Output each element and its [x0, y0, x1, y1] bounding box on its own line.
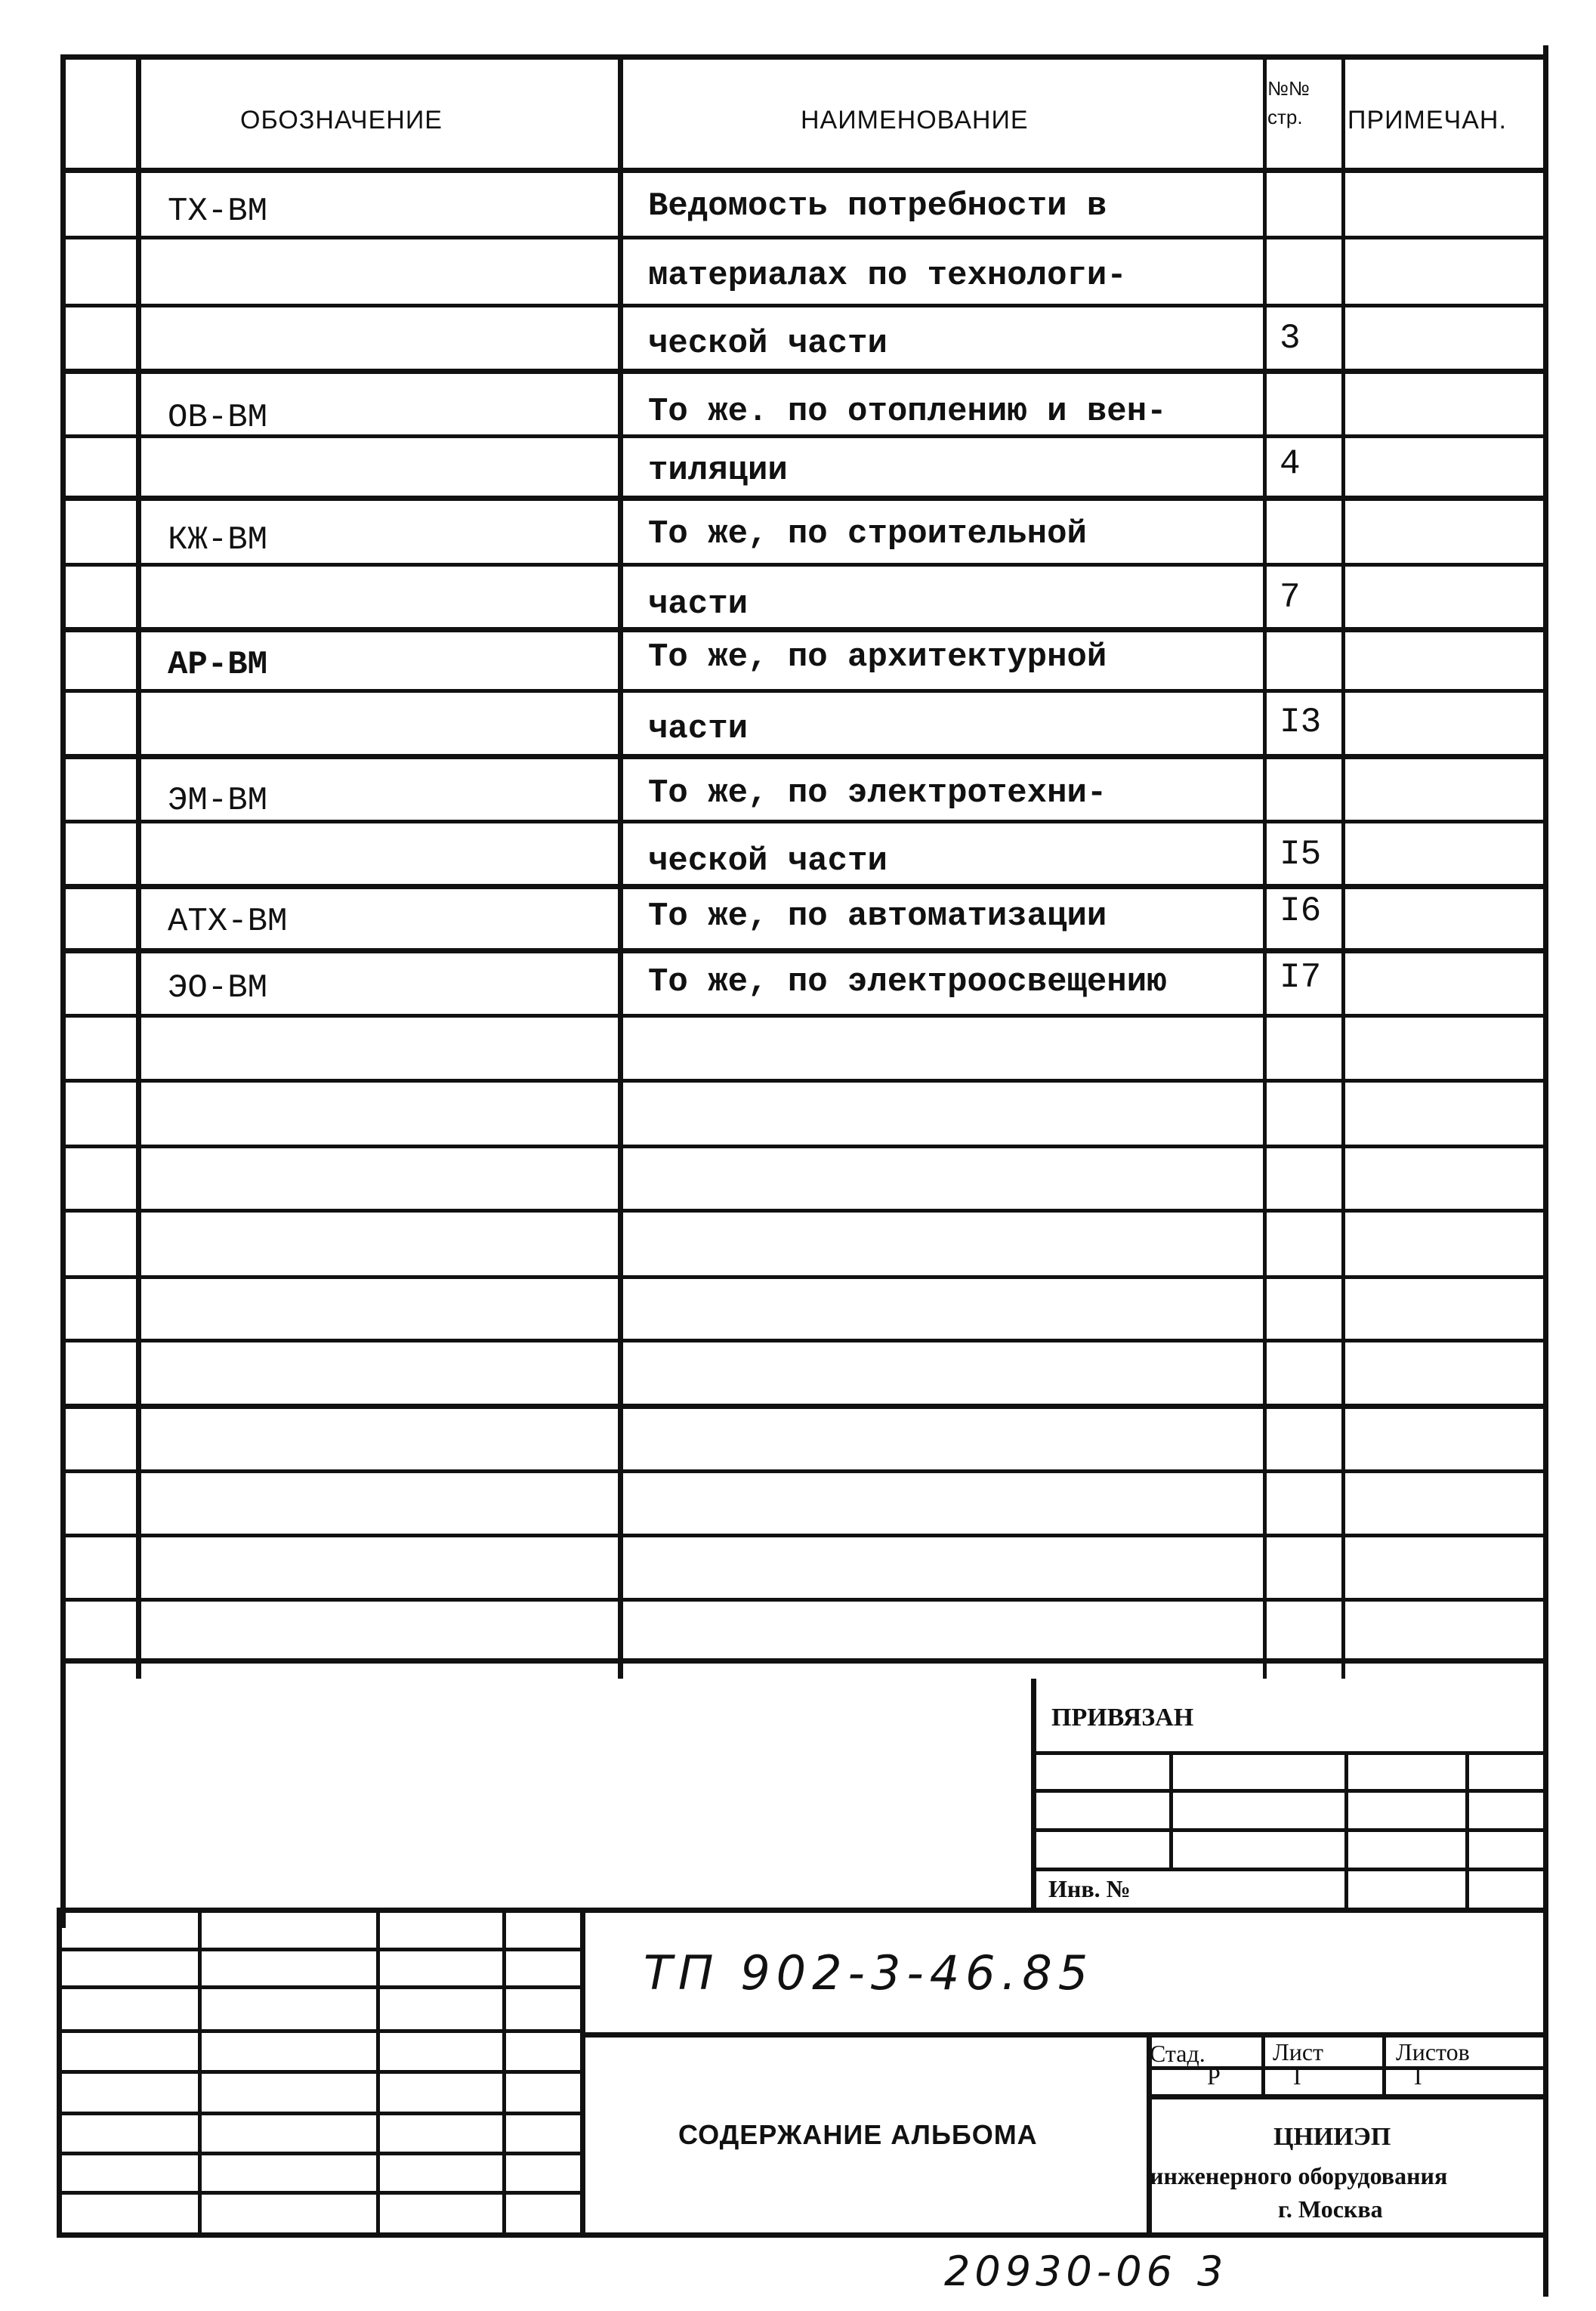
row-12-name: То же, по автоматизации [648, 898, 1107, 935]
row-line [60, 1534, 1548, 1537]
row-line [60, 754, 1548, 759]
row-line [60, 1658, 1548, 1664]
row-line [60, 304, 1548, 307]
header-note: ПРИМЕЧАН. [1347, 106, 1507, 134]
row-11-name: ческой части [648, 842, 888, 880]
binding-col [1169, 1751, 1173, 1868]
row-line [60, 236, 1548, 239]
table-left-border [60, 54, 66, 1928]
row-4-code: ОВ-ВМ [168, 399, 268, 437]
stage-grid-bottom [1147, 2094, 1548, 2099]
row-10-name: То же, по электротехни- [648, 774, 1107, 812]
row-7-name: части [648, 585, 749, 623]
row-line [60, 496, 1548, 501]
binding-inv-label: Инв. № [1048, 1875, 1131, 1902]
sig-row [57, 1948, 585, 1951]
sig-row [57, 2152, 585, 2155]
row-line [60, 1598, 1548, 1602]
header-name: НАИМЕНОВАНИЕ [801, 106, 1029, 134]
row-9-name: части [648, 710, 749, 748]
row-line [60, 820, 1548, 823]
row-6-name: То же, по строительной [648, 515, 1087, 553]
row-line [60, 948, 1548, 953]
row-line [60, 434, 1548, 438]
row-line [60, 1079, 1548, 1083]
org-line3: г. Москва [1278, 2195, 1383, 2223]
archive-number: 20930-06 [944, 2248, 1177, 2295]
org-line2: инженерного оборудования [1150, 2162, 1448, 2189]
row-6-code: КЖ-ВМ [168, 521, 268, 559]
row-line [60, 1275, 1548, 1279]
row-5-name: тиляции [648, 452, 788, 490]
sig-row [57, 2070, 585, 2074]
row-13-page: I7 [1280, 958, 1322, 997]
sheet-value: I [1293, 2062, 1301, 2090]
row-line [60, 1145, 1548, 1148]
row-13-code: ЭО-ВМ [168, 969, 268, 1007]
binding-col [1344, 1751, 1348, 1911]
header-page-no-line1: №№ [1267, 77, 1310, 100]
row-12-code: АТХ-ВМ [168, 903, 288, 941]
row-line [60, 1339, 1548, 1342]
doc-number-bottom [580, 2032, 1548, 2038]
row-line [60, 689, 1548, 693]
stage-grid-col [1382, 2032, 1386, 2094]
row-3-page: 3 [1280, 319, 1301, 358]
org-line1: ЦНИИЭП [1273, 2123, 1391, 2151]
row-5-page: 4 [1280, 444, 1301, 484]
title-block-bottom [57, 2232, 1548, 2238]
title-block-top [57, 1908, 1548, 1913]
row-8-name: То же, по архитектурной [648, 638, 1107, 676]
sheet-index: 3 [1197, 2248, 1228, 2295]
row-line [60, 1014, 1548, 1018]
sheet-label: Лист [1273, 2038, 1324, 2065]
sheet-title: СОДЕРЖАНИЕ АЛЬБОМА [678, 2119, 1038, 2150]
row-3-name: ческой части [648, 325, 888, 363]
row-line [60, 627, 1548, 632]
stage-label: Стад. [1150, 2040, 1205, 2067]
sheets-label: Листов [1396, 2038, 1470, 2065]
header-page-no-line2: стр. [1267, 106, 1303, 128]
row-12-page: I6 [1280, 891, 1322, 931]
table-top-border [60, 54, 1548, 60]
row-1-name: Ведомость потребности в [648, 187, 1107, 225]
sig-row [57, 2112, 585, 2115]
row-13-name: То же, по электроосвещению [648, 963, 1167, 1001]
doc-number: ТП 902-3-46.85 [644, 1945, 1094, 2000]
stage-value: Р [1207, 2062, 1221, 2090]
row-line [60, 563, 1548, 567]
sig-row [57, 2191, 585, 2195]
row-2-name: материалах по технологи- [648, 257, 1127, 295]
binding-col [1465, 1751, 1469, 1911]
col-divider-3 [1263, 54, 1267, 1679]
table-right-border [1543, 45, 1548, 2297]
row-9-page: I3 [1280, 703, 1322, 742]
stage-grid-col [1261, 2032, 1265, 2094]
row-11-page: I5 [1280, 835, 1322, 874]
header-bottom-line [60, 168, 1548, 173]
row-8-code: АР-ВМ [168, 646, 268, 684]
row-7-page: 7 [1280, 578, 1301, 617]
row-line [60, 369, 1548, 374]
sig-row [57, 2029, 585, 2033]
col-divider-2 [618, 54, 623, 1679]
sheets-value: I [1414, 2062, 1422, 2090]
header-designation: ОБОЗНАЧЕНИЕ [240, 106, 443, 134]
row-line [60, 1209, 1548, 1213]
col-divider-1 [136, 54, 141, 1679]
col-divider-4 [1341, 54, 1345, 1679]
row-line [60, 884, 1548, 889]
row-line [60, 1404, 1548, 1409]
row-10-code: ЭМ-ВМ [168, 782, 268, 820]
binding-title: ПРИВЯЗАН [1051, 1704, 1194, 1732]
row-4-name: То же. по отоплению и вен- [648, 393, 1167, 431]
row-line [60, 1469, 1548, 1473]
row-1-code: ТХ-ВМ [168, 193, 268, 230]
sig-row [57, 1985, 585, 1989]
binding-left-border [1031, 1679, 1036, 1911]
